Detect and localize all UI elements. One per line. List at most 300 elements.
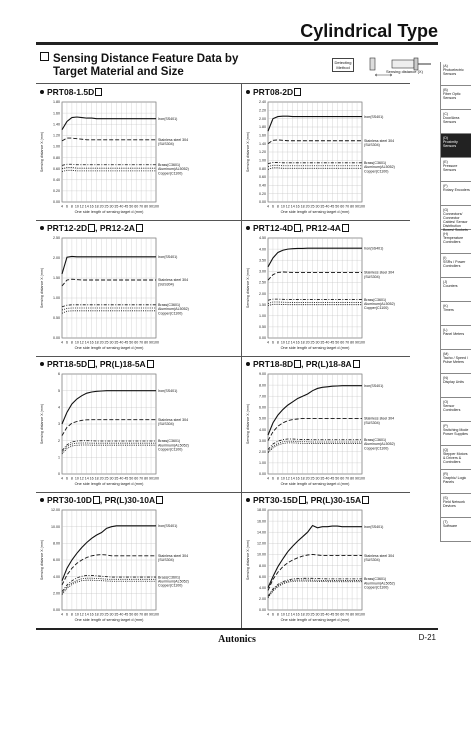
series-label: Copper(C1100): [158, 583, 183, 588]
x-tick-label: 100: [153, 612, 159, 617]
series-label: Copper(C1100): [158, 311, 183, 316]
x-tick-label: 8: [70, 204, 73, 209]
sidebar-item[interactable]: [440, 206, 471, 233]
series-label: Aluminum(AL5052): [364, 165, 395, 170]
series-label: Aluminum(AL5052): [158, 167, 189, 172]
model-option-box-icon: [136, 224, 143, 232]
sidebar-item-label: Rotary Encoders: [443, 188, 470, 193]
y-tick-label: 0.20: [259, 191, 266, 196]
x-tick-label: 40: [325, 612, 330, 617]
line-chart: [38, 370, 208, 492]
y-axis-label: Sensing distance X (mm): [40, 131, 44, 173]
y-tick-label: 10.00: [51, 524, 60, 529]
sidebar-item[interactable]: [440, 110, 471, 134]
y-tick-label: 1.20: [53, 133, 60, 138]
model-option-box-icon: [362, 496, 369, 504]
series-label: Stainless steel 304 (SUS304): [158, 554, 189, 563]
sidebar-item-code: (N): [443, 376, 448, 380]
x-tick-label: 4: [61, 340, 63, 345]
x-tick-label: 80: [350, 340, 355, 345]
x-tick-label: 20: [305, 612, 310, 617]
sidebar-item-label: Software: [443, 524, 458, 529]
chart-title-model-alt: , PR12-2A: [95, 223, 135, 233]
x-tick-label: 90: [355, 204, 360, 209]
model-option-box-icon: [299, 496, 306, 504]
x-tick-label: 45: [330, 340, 335, 345]
sidebar-item[interactable]: [440, 182, 471, 206]
x-tick-label: 40: [119, 612, 124, 617]
x-tick-label: 80: [350, 612, 355, 617]
x-tick-label: 100: [153, 476, 159, 481]
y-tick-label: 2.00: [53, 591, 60, 596]
series-label: Copper(C1100): [364, 306, 389, 311]
x-tick-label: 10: [74, 612, 79, 617]
x-tick-label: 90: [149, 204, 154, 209]
sidebar-item-label: Proximity Sensors: [443, 140, 458, 149]
y-tick-label: 6: [58, 372, 60, 377]
series-label: Aluminum(AL5052): [158, 443, 189, 448]
x-tick-label: 4: [61, 476, 63, 481]
series-label: Brass(C3601): [158, 575, 181, 580]
sidebar-item[interactable]: [440, 254, 471, 278]
sidebar-item-label: Sensor Controllers: [443, 404, 461, 413]
sidebar-item-code: (T): [443, 520, 448, 524]
sidebar-item[interactable]: [440, 86, 471, 110]
y-tick-label: 3.50: [259, 258, 266, 263]
x-tick-label: 18: [300, 476, 305, 481]
x-tick-label: 25: [310, 612, 315, 617]
sidebar-item[interactable]: [440, 470, 471, 494]
sidebar-item[interactable]: [440, 134, 471, 158]
y-tick-label: 5: [58, 388, 60, 393]
x-tick-label: 6: [65, 476, 68, 481]
sidebar-item-label: Graphic/ Logic Panels: [443, 476, 467, 485]
sidebar-item-code: (R): [443, 472, 448, 476]
sidebar-item[interactable]: [440, 350, 471, 374]
x-tick-label: 20: [305, 204, 310, 209]
y-tick-label: 18.00: [257, 508, 266, 513]
sidebar-item-label: Field Network Devices: [443, 500, 465, 509]
model-option-box-icon: [156, 496, 163, 504]
series-label: Copper(C1100): [364, 446, 389, 451]
plot-area: [268, 238, 362, 338]
chart-title-model-alt: , PR(L)30-15A: [305, 495, 362, 505]
y-tick-label: 0.00: [259, 608, 266, 613]
x-tick-label: 35: [114, 340, 119, 345]
x-tick-label: 12: [285, 204, 290, 209]
x-tick-label: 60: [340, 612, 345, 617]
x-tick-label: 25: [310, 340, 315, 345]
sidebar-item-label: Connectors/ Connector Cables/ Sensor Distribution Boxes/ Sockets: [443, 212, 468, 233]
square-bullet-icon: [40, 52, 49, 61]
x-tick-label: 90: [149, 340, 154, 345]
x-tick-label: 80: [350, 476, 355, 481]
series-label: Brass(C3601): [364, 297, 387, 302]
x-tick-label: 70: [345, 612, 350, 617]
x-tick-label: 16: [89, 204, 94, 209]
sidebar-item[interactable]: [440, 62, 471, 86]
x-tick-label: 30: [109, 204, 114, 209]
x-axis-label: One side length of sensing target d (mm): [280, 210, 350, 214]
y-tick-label: 2.50: [259, 280, 266, 285]
x-tick-label: 70: [139, 340, 144, 345]
sensing-distance-diagram: [330, 52, 434, 82]
x-tick-label: 8: [70, 612, 73, 617]
x-tick-label: 80: [144, 476, 149, 481]
x-tick-label: 18: [94, 204, 99, 209]
y-tick-label: 0.00: [259, 200, 266, 205]
x-tick-label: 50: [335, 340, 340, 345]
x-tick-label: 14: [84, 612, 89, 617]
x-tick-label: 16: [89, 340, 94, 345]
x-tick-label: 40: [119, 476, 124, 481]
series-label: Copper(C1100): [364, 585, 389, 590]
y-tick-label: 0.50: [53, 316, 60, 321]
sidebar-item-label: Photoelectric Sensors: [443, 68, 464, 77]
chart-title-model-alt: , PR(L)30-10A: [99, 495, 156, 505]
section-title-line2: Target Material and Size: [53, 66, 184, 78]
y-axis-label: Sensing distance X (mm): [246, 539, 250, 581]
y-axis-label: Sensing distance X (mm): [246, 267, 250, 309]
x-axis-label: One side length of sensing target d (mm): [280, 346, 350, 350]
y-tick-label: 9.00: [259, 372, 266, 377]
sidebar-item[interactable]: [440, 230, 471, 254]
sidebar-item-code: (E): [443, 160, 448, 164]
chart-title-model-alt: , PR(L)18-5A: [95, 359, 146, 369]
y-tick-label: 1.60: [259, 133, 266, 138]
x-tick-label: 6: [65, 612, 68, 617]
x-tick-label: 12: [285, 612, 290, 617]
x-tick-label: 70: [139, 204, 144, 209]
x-tick-label: 12: [79, 340, 84, 345]
x-tick-label: 50: [129, 476, 134, 481]
series-label: Aluminum(AL5052): [364, 581, 395, 586]
x-tick-label: 45: [330, 612, 335, 617]
plot-area: [62, 238, 156, 338]
chart-panel: [38, 85, 208, 221]
y-tick-label: 16.00: [257, 519, 266, 524]
x-tick-label: 100: [153, 204, 159, 209]
sidebar-item[interactable]: [440, 494, 471, 518]
x-tick-label: 25: [104, 340, 109, 345]
y-tick-label: 4.50: [259, 236, 266, 241]
sidebar-item-label: Display Units: [443, 380, 464, 385]
sidebar-item-label: Door/Area Sensors: [443, 116, 460, 125]
sidebar-item[interactable]: [440, 518, 471, 542]
sidebar-item-code: (H): [443, 232, 448, 236]
x-tick-label: 20: [305, 340, 310, 345]
series-label: Brass(C3601): [158, 303, 181, 307]
sidebar-item-code: (J): [443, 280, 448, 284]
x-tick-label: 12: [79, 612, 84, 617]
y-tick-label: 0.00: [259, 336, 266, 341]
x-tick-label: 8: [276, 612, 279, 617]
sidebar-item-code: (A): [443, 64, 448, 68]
chart-grid: [36, 83, 410, 629]
chart-title: [246, 359, 360, 369]
x-tick-label: 25: [310, 204, 315, 209]
y-tick-label: 1.00: [259, 313, 266, 318]
x-tick-label: 20: [99, 612, 104, 617]
series-label: Brass(C3601): [364, 161, 387, 166]
x-tick-label: 45: [124, 476, 129, 481]
x-tick-label: 6: [271, 340, 274, 345]
sidebar-item[interactable]: [440, 446, 471, 470]
x-tick-label: 45: [330, 476, 335, 481]
sidebar-item-code: (L): [443, 328, 448, 332]
x-axis-label: One side length of sensing target d (mm): [74, 210, 144, 214]
x-tick-label: 60: [134, 476, 139, 481]
x-tick-label: 18: [300, 612, 305, 617]
sidebar-item[interactable]: [440, 398, 471, 422]
x-tick-label: 14: [290, 204, 295, 209]
series-label: Stainless steel 304 (SUS304): [364, 553, 395, 562]
y-tick-label: 1.80: [53, 100, 60, 105]
chart-title-model: PRT08-2D: [253, 87, 294, 97]
x-tick-label: 16: [295, 476, 300, 481]
sidebar-item-code: (C): [443, 112, 448, 116]
chart-title-model-alt: , PR12-4A: [301, 223, 341, 233]
y-axis-label: Sensing distance X (mm): [40, 403, 44, 445]
model-option-box-icon: [342, 224, 349, 232]
y-tick-label: 2: [58, 438, 60, 443]
y-tick-label: 2.50: [53, 236, 60, 241]
x-tick-label: 90: [149, 612, 154, 617]
model-option-box-icon: [147, 360, 154, 368]
y-tick-label: 7.00: [259, 394, 266, 399]
x-tick-label: 10: [280, 612, 285, 617]
y-tick-label: 0.60: [259, 175, 266, 180]
y-tick-label: 2.00: [259, 291, 266, 296]
x-tick-label: 80: [144, 204, 149, 209]
y-tick-label: 0.20: [53, 189, 60, 194]
series-label: Stainless steel 304 (SUS304): [158, 278, 189, 287]
series-label: Iron(SS401): [364, 114, 384, 119]
sidebar-item-label: Tacho / Speed / Pulse Meters: [443, 356, 468, 365]
x-tick-label: 35: [114, 204, 119, 209]
line-chart: [244, 234, 414, 356]
sidebar-item-code: (K): [443, 304, 448, 308]
sidebar-item[interactable]: [440, 278, 471, 302]
x-tick-label: 90: [355, 612, 360, 617]
y-tick-label: 1.50: [259, 302, 266, 307]
chart-title: [246, 87, 301, 97]
y-axis-label: Sensing distance X (mm): [40, 267, 44, 309]
x-tick-label: 20: [99, 476, 104, 481]
y-tick-label: 1.80: [259, 125, 266, 130]
x-tick-label: 16: [295, 204, 300, 209]
x-tick-label: 60: [134, 340, 139, 345]
x-tick-label: 10: [280, 340, 285, 345]
x-tick-label: 35: [114, 476, 119, 481]
model-option-box-icon: [294, 88, 301, 96]
sidebar-item[interactable]: [440, 158, 471, 182]
series-label: Copper(C1100): [158, 171, 183, 176]
sidebar-item-label: Switching Mode Power Supplies: [443, 428, 469, 437]
chart-panel: [38, 221, 208, 357]
chart-title: [40, 87, 102, 97]
chart-title: [246, 223, 349, 233]
x-tick-label: 10: [280, 476, 285, 481]
series-label: Iron(SS401): [364, 383, 384, 388]
chart-panel: [38, 357, 208, 493]
sidebar-item[interactable]: [440, 374, 471, 398]
y-tick-label: 2.20: [259, 108, 266, 113]
x-tick-label: 25: [104, 476, 109, 481]
y-tick-label: 0.60: [53, 166, 60, 171]
sidebar-item-label: Fiber Optic Sensors: [443, 92, 461, 101]
x-tick-label: 14: [84, 476, 89, 481]
x-tick-label: 30: [315, 476, 320, 481]
y-tick-label: 12.00: [257, 541, 266, 546]
series-label: Stainless steel 304 (SUS304): [364, 138, 395, 148]
x-tick-label: 8: [70, 476, 73, 481]
x-tick-label: 100: [359, 476, 365, 481]
x-tick-label: 80: [350, 204, 355, 209]
series-label: Aluminum(AL5052): [158, 579, 189, 584]
x-tick-label: 35: [320, 340, 325, 345]
series-label: Iron(SS401): [158, 116, 178, 121]
x-tick-label: 45: [124, 340, 129, 345]
y-tick-label: 1.00: [53, 144, 60, 149]
x-tick-label: 30: [315, 204, 320, 209]
x-tick-label: 40: [325, 476, 330, 481]
x-tick-label: 70: [139, 476, 144, 481]
series-label: Iron(SS401): [158, 255, 178, 259]
x-tick-label: 4: [267, 612, 269, 617]
x-tick-label: 40: [119, 204, 124, 209]
line-chart: [38, 234, 208, 356]
x-tick-label: 6: [271, 612, 274, 617]
chart-title-model: PRT18-5D: [47, 359, 88, 369]
x-tick-label: 8: [276, 476, 279, 481]
x-tick-label: 25: [104, 612, 109, 617]
y-tick-label: 1.20: [259, 150, 266, 155]
bullet-icon: [246, 498, 250, 502]
x-tick-label: 18: [300, 204, 305, 209]
x-tick-label: 35: [320, 476, 325, 481]
sidebar-item-label: Counters: [443, 284, 458, 289]
x-tick-label: 25: [104, 204, 109, 209]
header-rule: [36, 42, 438, 45]
y-tick-label: 12.00: [51, 508, 60, 513]
model-option-box-icon: [353, 360, 360, 368]
category-sidebar: [440, 62, 471, 542]
x-tick-label: 20: [99, 204, 104, 209]
sidebar-item-code: (M): [443, 352, 449, 356]
y-tick-label: 14.00: [257, 530, 266, 535]
sidebar-item-code: (Q): [443, 448, 449, 452]
sidebar-item-label: Pressure Sensors: [443, 164, 458, 173]
x-axis-label: One side length of sensing target d (mm): [74, 482, 144, 486]
x-tick-label: 12: [79, 476, 84, 481]
chart-panel: [244, 357, 414, 493]
y-tick-label: 1.60: [53, 111, 60, 116]
x-tick-label: 100: [359, 340, 365, 345]
x-tick-label: 12: [285, 476, 290, 481]
x-tick-label: 80: [144, 612, 149, 617]
x-tick-label: 100: [359, 612, 365, 617]
x-tick-label: 60: [134, 612, 139, 617]
y-tick-label: 2.00: [259, 449, 266, 454]
model-option-box-icon: [95, 88, 102, 96]
series-label: Iron(SS401): [158, 524, 178, 529]
x-tick-label: 60: [134, 204, 139, 209]
series-label: Aluminum(AL5052): [364, 442, 395, 447]
chart-title: [40, 223, 143, 233]
x-axis-label: One side length of sensing target d (mm): [74, 346, 144, 350]
sidebar-item-code: (D): [443, 136, 448, 140]
x-tick-label: 20: [305, 476, 310, 481]
x-tick-label: 16: [89, 612, 94, 617]
x-tick-label: 30: [315, 340, 320, 345]
x-tick-label: 14: [84, 204, 89, 209]
bullet-icon: [246, 90, 250, 94]
y-tick-label: 1.40: [53, 122, 60, 127]
chart-title-model: PRT18-8D: [253, 359, 294, 369]
y-tick-label: 0.40: [259, 183, 266, 188]
y-tick-label: 1.00: [53, 296, 60, 301]
sidebar-item-label: Temperature Controllers: [443, 236, 464, 245]
series-label: Iron(SS401): [364, 246, 384, 251]
chart-title: [40, 359, 154, 369]
x-tick-label: 14: [290, 340, 295, 345]
y-tick-label: 0.00: [53, 608, 60, 613]
y-tick-label: 0.00: [53, 200, 60, 205]
line-chart: [38, 98, 208, 220]
x-tick-label: 18: [94, 476, 99, 481]
series-label: Brass(C3601): [364, 577, 387, 582]
y-tick-label: 6.00: [259, 405, 266, 410]
y-tick-label: 2.00: [259, 116, 266, 121]
bullet-icon: [246, 226, 250, 230]
x-tick-label: 8: [70, 340, 73, 345]
x-tick-label: 35: [114, 612, 119, 617]
x-tick-label: 4: [61, 612, 63, 617]
sidebar-item[interactable]: [440, 326, 471, 350]
series-label: Iron(SS401): [158, 388, 178, 393]
x-tick-label: 90: [355, 476, 360, 481]
x-tick-label: 90: [355, 340, 360, 345]
sidebar-item[interactable]: [440, 302, 471, 326]
sensing-distance-label: Sensing distance (X): [386, 69, 423, 74]
sidebar-item-code: (F): [443, 184, 448, 188]
x-tick-label: 12: [79, 204, 84, 209]
detecting-method-label: Detecting Method: [332, 58, 354, 72]
x-tick-label: 18: [94, 612, 99, 617]
x-tick-label: 45: [124, 612, 129, 617]
series-label: Stainless steel 304 (SUS304): [364, 270, 395, 279]
x-tick-label: 40: [119, 340, 124, 345]
series-label: Aluminum(AL5052): [158, 307, 189, 312]
x-tick-label: 30: [315, 612, 320, 617]
y-tick-label: 2.40: [259, 100, 266, 105]
y-tick-label: 0.80: [53, 155, 60, 160]
x-tick-label: 25: [310, 476, 315, 481]
y-tick-label: 4.00: [53, 574, 60, 579]
sidebar-item[interactable]: [440, 422, 471, 446]
x-tick-label: 70: [345, 340, 350, 345]
chart-panel: [244, 221, 414, 357]
x-tick-label: 50: [129, 340, 134, 345]
sidebar-item-code: (B): [443, 88, 448, 92]
chart-title-model-alt: , PR(L)18-8A: [301, 359, 352, 369]
x-tick-label: 50: [335, 612, 340, 617]
bullet-icon: [40, 90, 44, 94]
sidebar-item-code: (P): [443, 424, 448, 428]
y-tick-label: 4.00: [259, 585, 266, 590]
chart-title-model: PRT30-15D: [253, 495, 298, 505]
